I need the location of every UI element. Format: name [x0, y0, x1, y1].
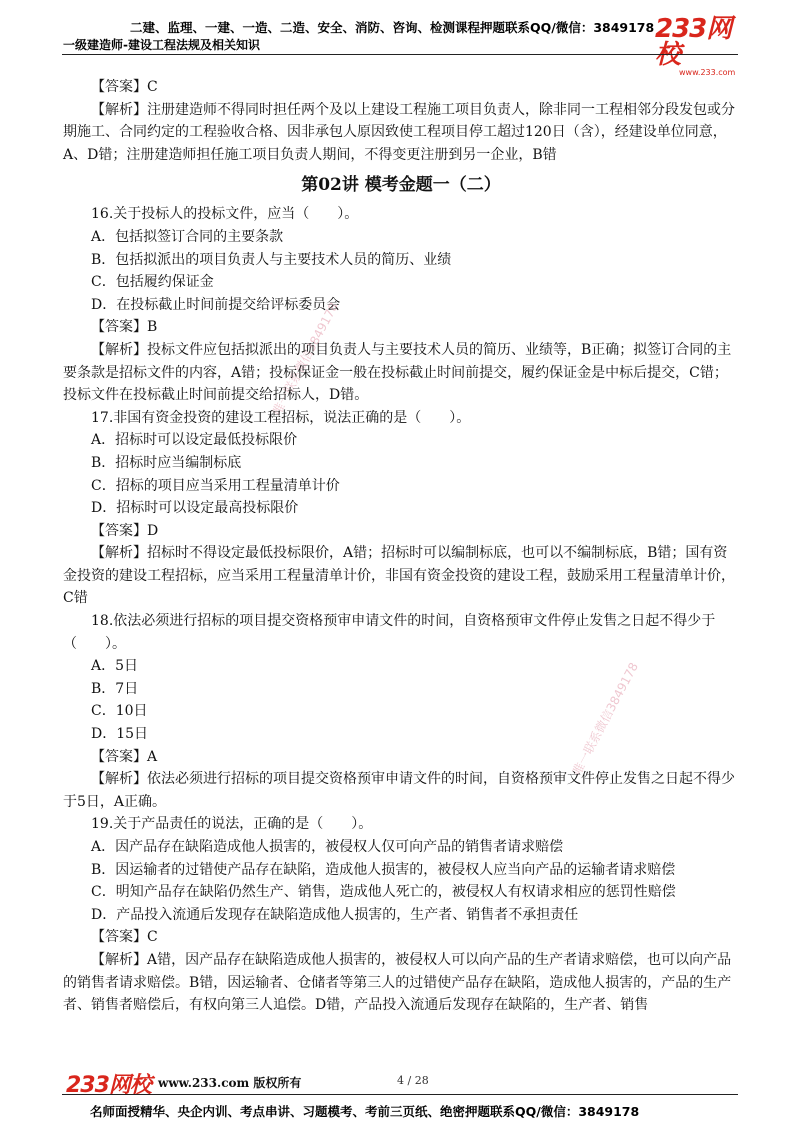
question-option: B．招标时应当编制标底	[91, 454, 242, 471]
question-stem: 17.非国有资金投资的建设工程招标，说法正确的是（ ）。	[91, 409, 471, 426]
answer-tag: 【答案】	[91, 748, 147, 765]
question-option: D．招标时可以设定最高投标限价	[91, 500, 299, 517]
brand-logo	[655, 14, 755, 77]
question-option: C．明知产品存在缺陷仍然生产、销售，造成他人死亡的，被侵权人有权请求相应的惩罚性赔偿	[91, 884, 676, 901]
answer-tag: 【答案】	[91, 522, 147, 539]
question-option: A．因产品存在缺陷造成他人损害的，被侵权人仅可向产品的销售者请求赔偿	[91, 839, 564, 855]
answer-line	[63, 926, 739, 949]
answer-value: A	[147, 748, 158, 765]
header-subject-title: 一级建造师-建设工程法规及相关知识	[63, 38, 260, 52]
brand-logo-url: www.233.com	[679, 68, 736, 77]
analysis-text: A错，因产品存在缺陷造成他人损害的，被侵权人可以向产品的生产者请求赔偿，也可以向产品的销售者请求赔偿。B错，因运输者、仓储者等第三人的过错使产品存在缺陷，造成他人损害的，产品的生产者、销售者赔偿后，有权向第三人追偿。D错，产品投入流通后发现存在缺陷的，生产者、销售	[63, 951, 732, 1014]
analysis-text: 投标文件应包括拟派出的项目负责人与主要技术人员的简历、业绩等，B正确；拟签订合同的主要条款是招标文件的内容，A错；投标保证金一般在投标截止时间前提交，履约保证金是中标后提交，C错；投标文件在投标截止时间前提交给招标人，D错。	[63, 341, 732, 404]
page-number: 4 / 28	[397, 1074, 429, 1087]
analysis-tag: 【解析】	[91, 341, 147, 358]
question-stem: 16.关于投标人的投标文件，应当（ ）。	[91, 206, 359, 223]
question-option: B．因运输者的过错使产品存在缺陷，造成他人损害的，被侵权人应当向产品的运输者请求赔偿	[91, 861, 676, 878]
watermark-text: 唯一联系微信3849178	[569, 660, 642, 778]
question-stem: 18.依法必须进行招标的项目提交资格预审申请文件的时间，自资格预审文件停止发售之日起不得少于（ ）。	[63, 613, 716, 652]
question-option: C．招标的项目应当采用工程量清单计价	[91, 477, 340, 494]
answer-value: D	[147, 522, 159, 539]
answer-value: C	[147, 79, 158, 95]
answer-line	[63, 520, 739, 543]
answer-line	[63, 76, 739, 99]
analysis-tag: 【解析】	[91, 951, 147, 968]
analysis-paragraph	[63, 542, 739, 610]
analysis-text: 招标时不得设定最低投标限价，A错；招标时可以编制标底，也可以不编制标底，B错；国有资金投资的建设工程招标，应当采用工程量清单计价，非国有资金投资的建设工程，鼓励采用工程量清单计价，C错	[63, 545, 735, 607]
answer-value: C	[147, 929, 158, 946]
question-option: A．包括拟签订合同的主要条款	[91, 228, 284, 245]
footer-promo-text: 名师面授精华、央企内训、考点串讲、习题模考、考前三页纸、绝密押题联系QQ/微信：3849178	[90, 1104, 640, 1119]
answer-tag: 【答案】	[91, 929, 147, 946]
question-option: D．在投标截止时间前提交给评标委员会	[91, 296, 341, 313]
page-header	[0, 0, 800, 77]
footer-copyright[interactable]: www.233.com 版权所有	[158, 1076, 302, 1090]
header-divider	[62, 54, 738, 55]
answer-line	[63, 746, 739, 769]
footer-brand-logo: 233网校	[66, 1073, 151, 1098]
question-stem: 19.关于产品责任的说法，正确的是（ ）。	[91, 816, 373, 833]
analysis-paragraph	[63, 949, 739, 1017]
footer-divider	[62, 1094, 738, 1095]
analysis-tag: 【解析】	[91, 101, 147, 118]
analysis-paragraph	[63, 768, 739, 813]
question-option: D．产品投入流通后发现存在缺陷造成他人损害的，生产者、销售者不承担责任	[91, 906, 579, 923]
brand-logo-text: 233网校	[655, 14, 732, 70]
analysis-tag: 【解析】	[91, 771, 147, 788]
question-option: A．5日	[91, 658, 139, 675]
question-option: B．包括拟派出的项目负责人与主要技术人员的简历、业绩	[91, 251, 452, 268]
page-footer	[0, 1060, 800, 1132]
analysis-paragraph	[63, 99, 739, 167]
analysis-tag: 【解析】	[91, 545, 147, 562]
question-option: A．招标时可以设定最低投标限价	[91, 432, 298, 449]
analysis-text: 注册建造师不得同时担任两个及以上建设工程施工项目负责人，除非同一工程相邻分段发包或分期施工、合同约定的工程验收合格、因非承包人原因致使工程项目停工超过120日（含），经建设单位同意，A、D错；注册建造师担任施工项目负责人期间，不得变更注册到另一企业，B错	[63, 101, 735, 163]
answer-value: B	[147, 319, 158, 336]
answer-tag: 【答案】	[91, 79, 147, 95]
section-title: 第02讲 模考金题一（二）	[301, 175, 501, 196]
analysis-paragraph	[63, 339, 739, 407]
question-option: C．10日	[91, 703, 148, 720]
question-option: B．7日	[91, 680, 139, 697]
question-option: C．包括履约保证金	[91, 274, 214, 291]
document-body	[63, 76, 739, 1017]
watermark-text: 唯一联系微信3849178	[269, 300, 342, 418]
answer-tag: 【答案】	[91, 319, 147, 336]
question-option: D．15日	[91, 726, 149, 743]
header-promo-text: 二建、监理、一建、一造、二造、安全、消防、咨询、检测课程押题联系QQ/微信：3849178	[130, 20, 655, 35]
analysis-text: 依法必须进行招标的项目提交资格预审申请文件的时间，自资格预审文件停止发售之日起不得少于5日，A正确。	[63, 771, 735, 810]
answer-line	[63, 316, 739, 339]
